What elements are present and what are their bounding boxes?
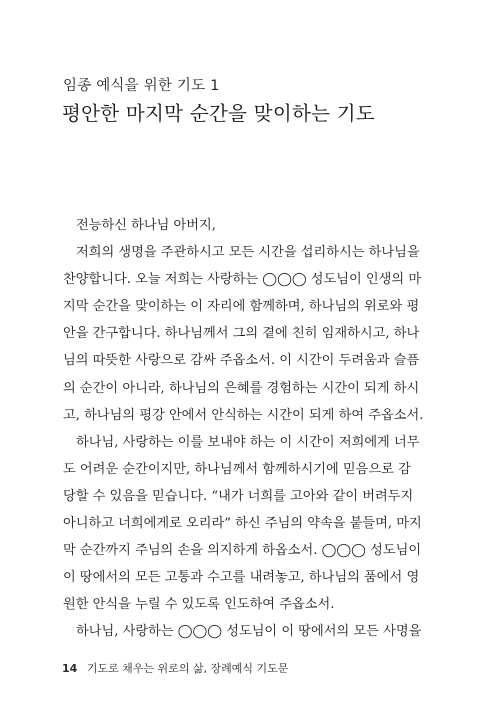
body-line: 당할 수 있음을 믿습니다. “내가 너희를 고아와 같이 버려두지 bbox=[63, 488, 414, 504]
subtitle: 임종 예식을 위한 기도 1 bbox=[63, 78, 220, 94]
page-title: 평안한 마지막 순간을 맞이하는 기도 bbox=[62, 102, 376, 125]
body-line: 원한 안식을 누릴 수 있도록 인도하여 주옵소서. bbox=[63, 597, 335, 613]
body-line: 저희의 생명을 주관하시고 모든 시간을 섭리하시는 하나님을 bbox=[76, 245, 420, 261]
book-title: 기도로 채우는 위로의 삶, 장례예식 기도문 bbox=[86, 662, 289, 675]
body-line: 이 땅에서의 모든 고통과 수고를 내려놓고, 하나님의 품에서 영 bbox=[63, 570, 420, 586]
body-line: 하나님, 사랑하는 ◯◯◯ 성도님이 이 땅에서의 모든 사명을 bbox=[76, 624, 422, 640]
page-footer bbox=[62, 660, 288, 676]
body-line: 지막 순간을 맞이하는 이 자리에 함께하며, 하나님의 위로와 평 bbox=[63, 299, 420, 315]
body-line: 하나님, 사랑하는 이를 보내야 하는 이 시간이 저희에게 너무 bbox=[76, 434, 420, 450]
body-line: 안을 간구합니다. 하나님께서 그의 곁에 친히 임재하시고, 하나 bbox=[63, 326, 420, 342]
body-line: 전능하신 하나님 아버지, bbox=[76, 218, 216, 233]
body-line: 막 순간까지 주님의 손을 의지하게 하옵소서. ◯◯◯ 성도님이 bbox=[63, 543, 422, 559]
body-line: 찬양합니다. 오늘 저희는 사랑하는 ◯◯◯ 성도님이 인생의 마 bbox=[63, 272, 422, 288]
body-line: 아니하고 너희에게로 오리라” 하신 주님의 약속을 붙들며, 마지 bbox=[63, 516, 422, 532]
page-number: 14 bbox=[62, 662, 78, 675]
body-line: 도 어려운 순간이지만, 하나님께서 함께하시기에 믿음으로 감 bbox=[63, 461, 411, 477]
body-line: 님의 따뜻한 사랑으로 감싸 주옵소서. 이 시간이 두려움과 슬픔 bbox=[63, 353, 420, 369]
prayer-body bbox=[63, 212, 431, 646]
body-line: 의 순간이 아니라, 하나님의 은혜를 경험하는 시간이 되게 하시 bbox=[63, 380, 420, 396]
body-line: 고, 하나님의 평강 안에서 안식하는 시간이 되게 하여 주옵소서. bbox=[63, 407, 424, 423]
